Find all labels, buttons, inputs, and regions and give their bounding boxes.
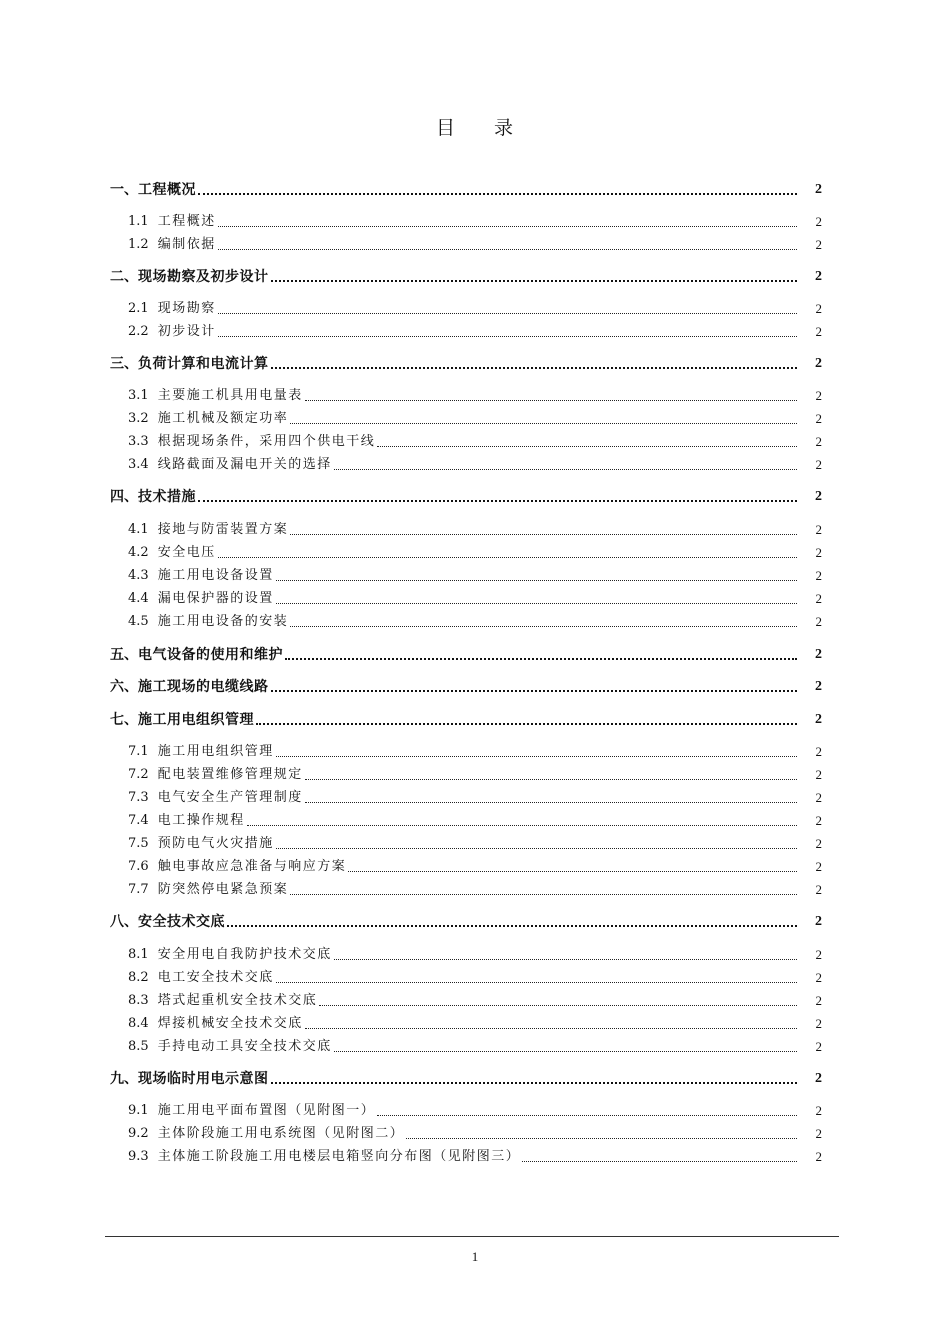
toc-page-number: 2	[815, 388, 822, 403]
toc-dot-leader	[334, 959, 797, 960]
toc-page-number: 2	[815, 591, 822, 606]
toc-entry-title: 安全电压	[157, 545, 216, 560]
toc-entry-number: 7.4	[128, 813, 149, 828]
toc-dot-leader	[334, 1051, 797, 1052]
toc-section-entry[interactable]	[128, 1037, 822, 1057]
toc-entry-number: 8.1	[128, 947, 149, 962]
toc-chapter-entry[interactable]	[110, 1069, 822, 1089]
toc-page-number: 2	[815, 301, 822, 316]
toc-chapter-entry[interactable]	[110, 180, 822, 200]
toc-dot-leader	[218, 226, 797, 227]
toc-page-number: 2	[815, 214, 822, 229]
toc-dot-leader	[406, 1138, 797, 1139]
toc-entry-title: 漏电保护器的设置	[157, 591, 274, 606]
toc-page-number: 2	[815, 859, 822, 874]
toc-dot-leader	[348, 871, 797, 872]
toc-entry-number: 7.5	[128, 836, 149, 851]
toc-entry-number: 八、	[110, 914, 138, 930]
toc-dot-leader	[271, 280, 798, 282]
toc-page-number: 2	[815, 679, 822, 694]
toc-entry-title: 工程概况	[138, 182, 196, 198]
toc-entry-title: 施工现场的电缆线路	[138, 679, 269, 695]
toc-entry-title: 安全技术交底	[138, 914, 225, 930]
toc-entry-number: 7.3	[128, 790, 149, 805]
title-char-2: 录	[494, 117, 515, 139]
page-number: 1	[471, 1249, 479, 1264]
toc-section-entry[interactable]	[128, 742, 822, 762]
toc-page-number: 2	[815, 434, 822, 449]
toc-entry-number: 2.1	[128, 301, 149, 316]
toc-entry-number: 五、	[110, 647, 138, 663]
toc-section-entry[interactable]	[128, 409, 822, 429]
toc-page-number: 2	[815, 182, 822, 197]
toc-entry-number: 3.1	[128, 388, 149, 403]
toc-entry-title: 主体施工阶段施工用电楼层电箱竖向分布图（见附图三）	[157, 1149, 521, 1164]
toc-section-entry[interactable]	[128, 1101, 822, 1121]
toc-entry-title: 根据现场条件，采用四个供电干线	[157, 434, 376, 449]
toc-entry-title: 电工安全技术交底	[157, 970, 274, 985]
toc-chapter-entry[interactable]	[110, 487, 822, 507]
toc-entry-title: 主体阶段施工用电系统图（见附图二）	[157, 1126, 405, 1141]
toc-entry-number: 一、	[110, 182, 138, 198]
toc-entry-number: 7.6	[128, 859, 149, 874]
toc-entry-title: 现场临时用电示意图	[138, 1071, 269, 1087]
toc-section-entry[interactable]	[128, 612, 822, 632]
toc-entry-title: 电气设备的使用和维护	[138, 647, 283, 663]
toc-section-entry[interactable]	[128, 968, 822, 988]
toc-dot-leader	[247, 825, 797, 826]
title-char-1: 目	[435, 117, 456, 139]
toc-dot-leader	[218, 249, 797, 250]
toc-page-number: 2	[815, 1039, 822, 1054]
toc-entry-number: 四、	[110, 489, 138, 505]
toc-page-number: 2	[815, 269, 822, 284]
toc-chapter-entry[interactable]	[110, 645, 822, 665]
toc-entry-title: 施工机械及额定功率	[157, 411, 289, 426]
toc-page-number: 2	[815, 568, 822, 583]
toc-chapter-entry[interactable]	[110, 354, 822, 374]
toc-entry-number: 4.3	[128, 568, 149, 583]
toc-dot-leader	[198, 500, 797, 502]
toc-entry-number: 7.2	[128, 767, 149, 782]
toc-dot-leader	[276, 982, 797, 983]
toc-page-number: 2	[815, 356, 822, 371]
toc-dot-leader	[271, 367, 798, 369]
toc-entry-number: 8.4	[128, 1016, 149, 1031]
toc-entry-title: 技术措施	[138, 489, 196, 505]
toc-chapter-entry[interactable]	[110, 267, 822, 287]
toc-page-number: 2	[815, 1016, 822, 1031]
toc-page-number: 2	[815, 489, 822, 504]
toc-page-number: 2	[815, 947, 822, 962]
toc-dot-leader	[218, 336, 797, 337]
toc-entry-number: 二、	[110, 269, 138, 285]
toc-dot-leader	[319, 1005, 797, 1006]
toc-section-entry[interactable]	[128, 566, 822, 586]
toc-entry-number: 1.1	[128, 214, 149, 229]
toc-section-entry[interactable]	[128, 880, 822, 900]
toc-page-number: 2	[815, 970, 822, 985]
toc-entry-number: 4.4	[128, 591, 149, 606]
toc-entry-number: 8.3	[128, 993, 149, 1008]
toc-entry-title: 现场勘察	[157, 301, 216, 316]
toc-entry-title: 现场勘察及初步设计	[138, 269, 269, 285]
toc-entry-number: 7.7	[128, 882, 149, 897]
toc-entry-title: 电工操作规程	[157, 813, 245, 828]
toc-dot-leader	[334, 469, 797, 470]
toc-dot-leader	[305, 400, 797, 401]
toc-page-number: 2	[815, 767, 822, 782]
toc-page-number: 2	[815, 993, 822, 1008]
toc-section-entry[interactable]	[128, 1124, 822, 1144]
toc-section-entry[interactable]	[128, 322, 822, 342]
toc-entry-title: 施工用电组织管理	[157, 744, 274, 759]
toc-entry-title: 电气安全生产管理制度	[157, 790, 303, 805]
toc-entry-number: 8.5	[128, 1039, 149, 1054]
toc-dot-leader	[276, 848, 797, 849]
toc-page-number: 2	[815, 1103, 822, 1118]
toc-entry-title: 手持电动工具安全技术交底	[157, 1039, 332, 1054]
toc-dot-leader	[290, 894, 797, 895]
toc-entry-title: 线路截面及漏电开关的选择	[157, 457, 332, 472]
toc-page-number: 2	[815, 1149, 822, 1164]
toc-entry-number: 3.3	[128, 434, 149, 449]
toc-dot-leader	[276, 603, 797, 604]
toc-entry-number: 9.2	[128, 1126, 149, 1141]
toc-page-number: 2	[815, 457, 822, 472]
toc-section-entry[interactable]	[128, 455, 822, 475]
toc-page-number: 2	[815, 790, 822, 805]
toc-entry-number: 三、	[110, 356, 138, 372]
toc-page-number: 2	[815, 914, 822, 929]
toc-dot-leader	[290, 534, 797, 535]
toc-dot-leader	[305, 1028, 797, 1029]
footer-divider	[105, 1236, 839, 1237]
toc-dot-leader	[227, 925, 797, 927]
toc-entry-title: 预防电气火灾措施	[157, 836, 274, 851]
toc-page-number: 2	[815, 813, 822, 828]
toc-entry-number: 六、	[110, 679, 138, 695]
toc-section-entry[interactable]	[128, 589, 822, 609]
toc-page-number: 2	[815, 712, 822, 727]
toc-dot-leader	[522, 1161, 797, 1162]
toc-page-number: 2	[815, 744, 822, 759]
toc-entry-title: 接地与防雷装置方案	[157, 522, 289, 537]
toc-section-entry[interactable]	[128, 1014, 822, 1034]
toc-entry-number: 4.5	[128, 614, 149, 629]
toc-entry-title: 施工用电设备的安装	[157, 614, 289, 629]
toc-entry-title: 初步设计	[157, 324, 216, 339]
toc-entry-title: 触电事故应急准备与响应方案	[157, 859, 347, 874]
toc-section-entry[interactable]	[128, 991, 822, 1011]
toc-page-number: 2	[815, 522, 822, 537]
toc-entry-number: 2.2	[128, 324, 149, 339]
toc-section-entry[interactable]	[128, 212, 822, 232]
toc-entry-number: 9.3	[128, 1149, 149, 1164]
toc-entry-title: 编制依据	[157, 237, 216, 252]
toc-entry-title: 主要施工机具用电量表	[157, 388, 303, 403]
toc-dot-leader	[218, 557, 797, 558]
toc-entry-title: 施工用电平面布置图（见附图一）	[157, 1103, 376, 1118]
toc-entry-number: 4.1	[128, 522, 149, 537]
toc-entry-title: 安全用电自我防护技术交底	[157, 947, 332, 962]
toc-dot-leader	[276, 580, 797, 581]
toc-entry-title: 施工用电组织管理	[138, 712, 254, 728]
toc-dot-leader	[218, 313, 797, 314]
toc-dot-leader	[305, 802, 797, 803]
toc-entry-title: 配电装置维修管理规定	[157, 767, 303, 782]
toc-entry-title: 塔式起重机安全技术交底	[157, 993, 318, 1008]
toc-section-entry[interactable]	[128, 432, 822, 452]
toc-entry-number: 1.2	[128, 237, 149, 252]
toc-dot-leader	[290, 626, 797, 627]
toc-section-entry[interactable]	[128, 299, 822, 319]
toc-section-entry[interactable]	[128, 788, 822, 808]
toc-section-entry[interactable]	[128, 235, 822, 255]
toc-page-number: 2	[815, 882, 822, 897]
toc-entry-number: 3.4	[128, 457, 149, 472]
toc-entry-number: 7.1	[128, 744, 149, 759]
toc-page-number: 2	[815, 647, 822, 662]
toc-dot-leader	[271, 690, 798, 692]
toc-entry-number: 4.2	[128, 545, 149, 560]
toc-entry-title: 焊接机械安全技术交底	[157, 1016, 303, 1031]
toc-dot-leader	[198, 193, 797, 195]
toc-section-entry[interactable]	[128, 945, 822, 965]
toc-page-number: 2	[815, 1071, 822, 1086]
toc-entry-number: 九、	[110, 1071, 138, 1087]
toc-section-entry[interactable]	[128, 1147, 822, 1167]
toc-chapter-entry[interactable]	[110, 710, 822, 730]
toc-dot-leader	[271, 1082, 798, 1084]
toc-section-entry[interactable]	[128, 857, 822, 877]
toc-page-number: 2	[815, 545, 822, 560]
toc-entry-title: 防突然停电紧急预案	[157, 882, 289, 897]
toc-entry-number: 8.2	[128, 970, 149, 985]
toc-section-entry[interactable]	[128, 834, 822, 854]
toc-page-number: 2	[815, 324, 822, 339]
toc-page-number: 2	[815, 1126, 822, 1141]
toc-dot-leader	[256, 723, 797, 725]
toc-dot-leader	[305, 779, 797, 780]
toc-dot-leader	[377, 1115, 797, 1116]
toc-chapter-entry[interactable]	[110, 677, 822, 697]
toc-entry-title: 负荷计算和电流计算	[138, 356, 269, 372]
toc-dot-leader	[285, 658, 797, 660]
toc-section-entry[interactable]	[128, 543, 822, 563]
toc-entry-title: 工程概述	[157, 214, 216, 229]
toc-entry-title: 施工用电设备设置	[157, 568, 274, 583]
toc-page-number: 2	[815, 411, 822, 426]
toc-dot-leader	[290, 423, 797, 424]
toc-dot-leader	[276, 756, 797, 757]
toc-dot-leader	[377, 446, 797, 447]
toc-section-entry[interactable]	[128, 520, 822, 540]
toc-entry-number: 3.2	[128, 411, 149, 426]
toc-section-entry[interactable]	[128, 765, 822, 785]
toc-entry-number: 七、	[110, 712, 138, 728]
toc-chapter-entry[interactable]	[110, 912, 822, 932]
toc-section-entry[interactable]	[128, 386, 822, 406]
toc-page-number: 2	[815, 237, 822, 252]
toc-page-number: 2	[815, 836, 822, 851]
toc-section-entry[interactable]	[128, 811, 822, 831]
toc-page-number: 2	[815, 614, 822, 629]
toc-entry-number: 9.1	[128, 1103, 149, 1118]
